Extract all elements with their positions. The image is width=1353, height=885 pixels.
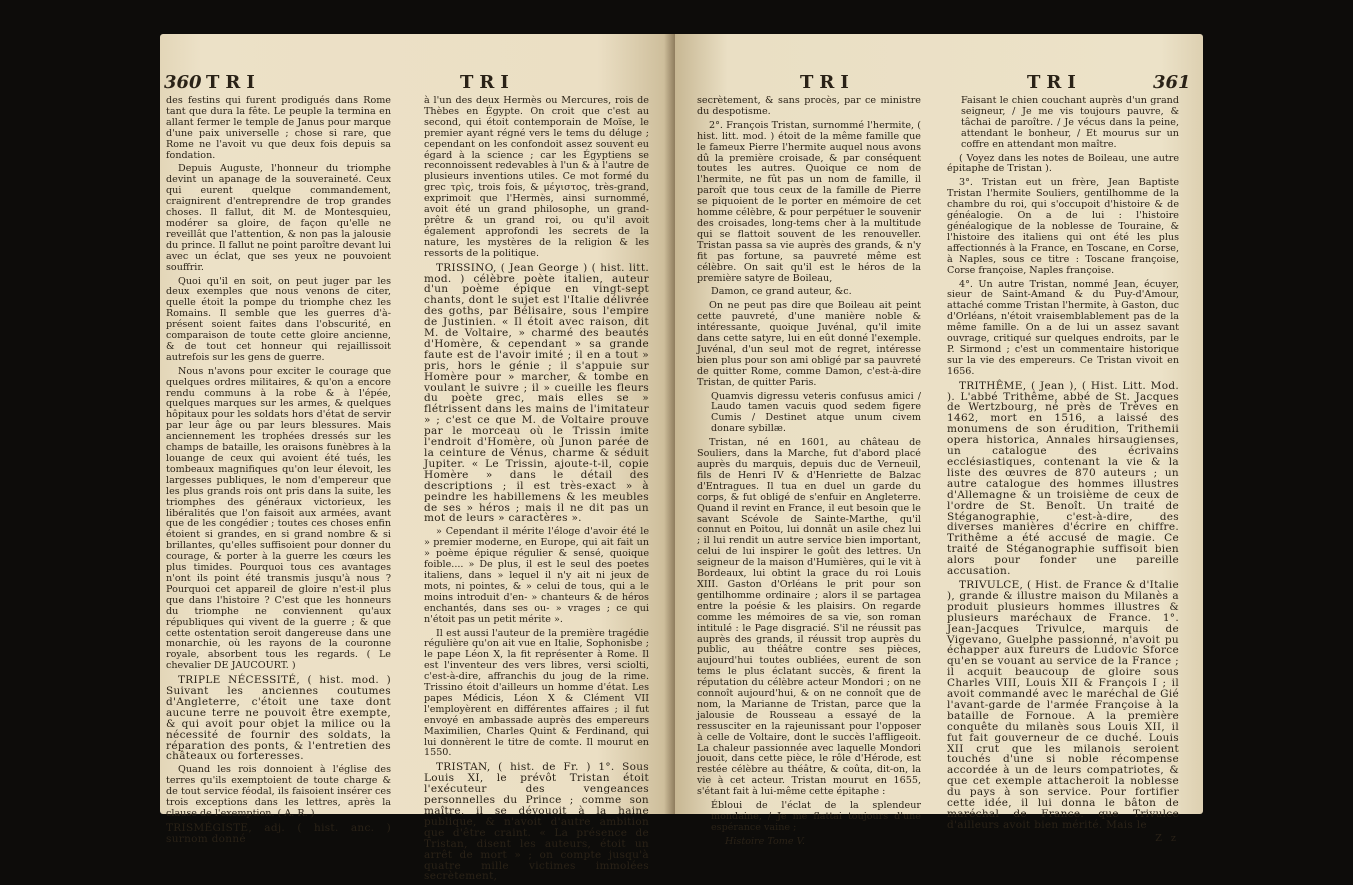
right-columns (675, 95, 1203, 847)
paragraph: des festins qui furent prodigués dans Rome tant que dura la fête. Le peuple la termina en allant fermer le temple de Janus pour marque d'une paix universelle ; chose si rare, que Rome ne l'avoit vu que deux fois depuis sa fondation. (166, 95, 391, 161)
headword-left-2: TRI (460, 72, 515, 93)
paragraph: Tristan, né en 1601, au château de Souliers, dans la Marche, fut d'abord placé auprès du marquis, depuis duc de Verneuil, fils de Henri IV & d'Henriette de Balzac d'Entragues. Il tua en duel un garde du corps, & fut obligé de s'enfuir en Angleterre. Quand il revint en France, il eut besoin que le savant Scévole de Sainte-Marthe, qu'il connut en Poitou, lui donnât un asile chez lui ; il lui rendit un autre service bien important, celui de lui inspirer le goût des lettres. Un seigneur de la maison d'Humières, qui le vit à Bordeaux, lui obtint la grace du roi Louis XIII. Gaston d'Orléans le prit pour son gentilhomme ordinaire ; alors il se partagea entre la poésie & les plaisirs. On regarde comme les mémoires de sa vie, son roman intitulé : le Page disgracié. S'il ne réussit pas auprès des grands, il réussit trop auprès du public, au théâtre contre ses pièces, aujourd'hui toutes oubliées, eurent de son tems le plus éclatant succès, & firent la réputation du célèbre acteur Mondori ; on ne connoît aujourd'hui, & on ne connoît que de nom, la Marianne de Tristan, parce que la jalousie de Rousseau a essayé de la ressusciter en la rajeunissant pour l'opposer à celle de Voltaire, dont le succès l'affligeoit. La chaleur passionnée avec laquelle Mondori jouoit, dans cette pièce, le rôle d'Hérode, est restée célèbre au théâtre, & coûta, dit-on, la vie à cet acteur. Tristan mourut en 1655, s'étant fait à lui-même cette épitaphe : (697, 437, 921, 798)
paragraph: ( Voyez dans les notes de Boileau, une autre épitaphe de Tristan ). (947, 152, 1179, 175)
paragraph: 2°. François Tristan, surnommé l'hermite, ( hist. litt. mod. ) étoit de la même famille que le fameux Pierre l'hermite auquel nous avons dû la première croisade, & par conséquent toutes les autres. Quoique ce nom de l'hermite, ne fût pas un nom de famille, il paroît que tous ceux de la famille de Pierre se piquoient de le porter en mémoire de cet homme célèbre, & pour perpétuer le souvenir des croisades, long-tems cher à la multitude qui se flattoit souvent de les renouveller. Tristan passa sa vie auprès des grands, & n'y fit pas fortune, sa pauvreté même est célèbre. On sait qu'il est le héros de la première satyre de Boileau, (697, 119, 921, 284)
left-page (160, 34, 675, 883)
left-column-1 (166, 96, 391, 848)
latin-quotation: Quamvis digressu veteris confusus amici / Laudo tamen vacuis quod sedem figere Cumis / Destinet atque unum civem donare sybillæ. (711, 390, 921, 435)
page-number-right: 361 (1153, 72, 1191, 93)
paragraph: » Cependant il mérite l'éloge d'avoir été le » premier moderne, en Europe, qui ait fait un » poème épique régulier & sensé, quoique foible.... » De plus, il est le seul des poetes italiens, dans » lequel il n'y ait ni jeux de mots, ni pointes, & » celui de tous, qui a le moins introduit d'en- » chanteurs & de héros enchantés, dans ses ou- » vrages ; ce qui n'étoit pas un petit mérite ». (424, 526, 649, 625)
entry-tritheme: TRITHÊME, ( Jean ), ( Hist. Litt. Mod. ). L'abbé Trithême, abbé de St. Jacques de Wertzbourg, né près de Trèves en 1462, mort en 1516, a laissé des monumens de son érudition, Trithemii opera historica, Annales hirsaugienses, un catalogue des écrivains ecclésiastiques, contenant la vie & la liste des œuvres de 870 auteurs ; un autre catalogue des hommes illustres d'Allemagne & un troisième de ceux de l'ordre de St. Benoît. Un traité de Stéganographie, c'est-à-dire, des diverses manières d'écrire en chiffre. Trithême a été accusé de magie. Ce traité de Stéganographie suffisoit bien alors pour fonder une pareille accusation. (947, 379, 1179, 578)
right-column-2 (947, 96, 1179, 848)
epitaph-verse: Ébloui de l'éclat de la splendeur mondaine, / Je me flattai toujours d'une espérance vaine ; (711, 800, 921, 833)
headword-left-1: TRI (206, 72, 261, 93)
paragraph: Depuis Auguste, l'honneur du triomphe devint un apanage de la souveraineté. Ceux qui eurent quelque commandement, craignirent d'entreprendre de trop grandes choses. Il fallut, dit M. de Montesquieu, modérer sa gloire, de façon qu'elle ne reveillât que l'attention, & non pas la jalousie du prince. Il fallut ne point paroître devant lui avec un éclat, que ses yeux ne pouvoient souffrir. (166, 163, 391, 273)
running-head-left (160, 72, 675, 92)
entry-trissino: TRISSINO, ( Jean George ) ( hist. litt. mod. ) célèbre poète italien, auteur d'un poème épique en vingt-sept chants, dont le sujet est l'Italie délivrée des goths, par Bélisaire, sous l'empire de Justinien. « Il étoit avec raison, dit M. de Voltaire, » charmé des beautés d'Homère, & cependant » sa grande faute est de l'avoir imité ; il en a tout » pris, hors le génie ; il s'appuie sur Homère pour » marcher, & tombe en voulant le suivre ; il » cueille les fleurs du poète grec, mais elles se » flétrissent dans les mains de l'imitateur » ; c'est ce que M. de Voltaire prouve par le morceau où le Trissin imite l'endroit d'Homère, où Junon parée de la ceinture de Vénus, charme & séduit Jupiter. « Le Trissin, ajoute-t-il, copie Homère » dans le détail des descriptions ; il est très-exact » à peindre les habillemens & les meubles de ses » héros ; mais il ne dit pas un mot de leurs » caractères ». (424, 261, 649, 525)
signature-line: Histoire Tome V. (725, 835, 805, 847)
left-columns (160, 95, 675, 883)
page-number-left: 360 (164, 72, 202, 93)
paragraph: 3°. Tristan eut un frère, Jean Baptiste Tristan l'hermite Souliers, gentilhomme de la chambre du roi, qui s'occupoit d'histoire & de généalogie. On a de lui : l'histoire généalogique de la noblesse de Touraine, & l'histoire des italiens qui ont été les plus affectionnés à la France, en Toscane, en Corse, à Naples, sous ce titre : Toscane françoise, Corse françoise, Naples françoise. (947, 177, 1179, 276)
paragraph: Il est aussi l'auteur de la première tragédie régulière qu'on ait vue en Italie, Sophonisbe ; le pape Léon X, la fit représenter à Rome. Il est l'inventeur des vers libres, versi sciolti, c'est-à-dire, affranchis du joug de la rime. Trissino étoit d'ailleurs un homme d'état. Les papes Médicis, Léon X & Clément VII l'employèrent en différentes affaires ; il fut envoyé en ambassade auprès des empereurs Maximilien, Charles Quint & Ferdinand, qui lui donnèrent le titre de comte. Il mourut en 1550. (424, 627, 649, 759)
right-page (675, 34, 1203, 847)
headword-right-1: TRI (800, 72, 855, 93)
entry-tristan: TRISTAN, ( hist. de Fr. ) 1°. Sous Louis XI, le prévôt Tristan étoit l'exécuteur des vengeances personnelles du Prince ; comme son maître, il se dévouoit à la haine publique, & n'avoit d'autre ambition que d'être craint. « La présence de Tristan, disent les auteurs, étoit un arrêt de mort » ; on compte jusqu'à quatre mille victimes immolées secrètement, (424, 761, 649, 883)
paragraph: Nous n'avons pour exciter le courage que quelques ordres militaires, & qu'on a encore rendu communs à la robe & à l'épée, quelques marques sur les armes, & quelques hôpitaux pour les soldats hors d'état de servir par leur âge ou par leurs blessures. Mais anciennement les trophées dressés sur les champs de bataille, les oraisons funèbres à la louange de ceux qui avoient été tués, les tombeaux magnifiques qu'on leur élevoit, les largesses publiques, le nom d'empereur que les plus grands rois ont pris dans la suite, les triomphes des généraux victorieux, les libéralités que l'on faisoit aux armées, avant que de les congédier ; toutes ces choses enfin étoient si grandes, en si grand nombre & si brillantes, qu'elles suffisoient pour donner du courage, & porter à la guerre les cœurs les plus timides. Pourquoi tous ces avantages n'ont ils point été transmis jusqu'à nous ? Pourquoi cet appareil de gloire n'est-il plus que dans l'histoire ? C'est que les honneurs du triomphe ne conviennent qu'aux républiques qui vivent de la guerre ; & que cette ostentation seroit dangereuse dans une monarchie, où les rayons de la couronne royale, absorbent tous les regards. ( Le chevalier DE JAUCOURT. ) (166, 365, 391, 672)
entry-trismegiste: TRISMÉGISTE, adj. ( hist. anc. ) surnom donné (166, 821, 391, 845)
paragraph: à l'un des deux Hermès ou Mercures, rois de Thèbes en Égypte. On croit que c'est au second, qui étoit contemporain de Moïse, le premier ayant régné vers le tems du déluge ; cependant on les confondoit assez souvent eu égard à la science ; car les Égyptiens se reconnoissent redevables à l'un & à l'autre de plusieurs inventions utiles. Ce mot formé du grec τρὶς, trois fois, & μέγιστος, très-grand, exprimoit que l'Hermès, ainsi surnommé, avoit été un grand philosophe, un grand-prêtre & un grand roi, ou qu'il avoit également approfondi les secrets de la nature, les mystères de la religion & les ressorts de la politique. (424, 95, 649, 259)
right-column-1 (697, 96, 921, 851)
paragraph: 4°. Un autre Tristan, nommé Jean, écuyer, sieur de Saint-Amand & du Puy-d'Amour, attaché comme Tristan l'hermite, à Gaston, duc d'Orléans, n'étoit vraisemblablement pas de la même famille. On a de lui un assez savant ouvrage, critiqué sur quelques endroits, par le P. Sirmond ; c'est un commentaire historique sur la vie des empereurs. Ce Tristan vivoit en 1656. (947, 278, 1179, 377)
entry-triple-necessite: TRIPLE NÉCESSITÉ, ( hist. mod. ) Suivant les anciennes coutumes d'Angleterre, c'étoit une taxe dont aucune terre ne pouvoit être exempte, & qui avoit pour objet la milice ou la nécessité de fournir des soldats, la réparation des ponts, & l'entretien des châteaux ou forteresses. (166, 674, 391, 763)
paragraph: On ne peut pas dire que Boileau ait peint cette pauvreté, d'une manière noble & intéressante, quoique Juvénal, qu'il imite dans cette satyre, lui en eût donné l'exemple. Juvénal, d'un seul mot de regret, intéresse bien plus pour son ami obligé par sa pauvreté de quitter Rome, comme Damon, c'est-à-dire Tristan, de quitter Paris. (697, 300, 921, 388)
verse-line: Damon, ce grand auteur, &c. (711, 286, 852, 298)
paragraph: secrètement, & sans procès, par ce ministre du despotisme. (697, 95, 921, 117)
left-column-2 (424, 96, 649, 885)
entry-trivulce: TRIVULCE, ( Hist. de France & d'Italie ), grande & illustre maison du Milanès a produit plusieurs hommes illustres & plusieurs maréchaux de France. 1°. Jean-Jacques Trivulce, marquis de Vigevano, Guelphe passionné, n'avoit pu échapper aux fureurs de Ludovic Sforce qu'en se vouant au service de la France ; il acquit beaucoup de gloire sous Charles VIII, Louis XII & François I ; il avoit commandé avec le maréchal de Gié l'avant-garde de l'armée Françoise à la bataille de Fornoue. A la première conquête du milanès sous Louis XII, il fut fait gouverneur de ce duché. Louis XII crut que les milanois seroient touchés d'une si noble récompense accordée à un de leurs compatriotes, & que cet exemple attacheroit la noblesse du pays à son service. Pour fortifier cette idée, il lui donna le bâton de maréchal de France. que Trivulce d'ailleurs avoit bien mérité. Mais le (947, 578, 1179, 831)
running-head-right (675, 72, 1203, 92)
paragraph: Quoi qu'il en soit, on peut juger par les deux exemples que nous venons de citer, quelle étoit la pompe du triomphe chez les Romains. Il semble que les guerres d'à-présent soient faites dans l'obscurité, en comparaison de toute cette gloire ancienne, & de tout cet honneur qui rejaillissoit autrefois sur les gens de guerre. (166, 275, 391, 363)
epitaph-verse: Faisant le chien couchant auprès d'un grand seigneur, / Je me vis toujours pauvre, & tâchai de paroître. / Je vécus dans la peine, attendant le bonheur, / Et mourus sur un coffre en attendant mon maître. (961, 95, 1179, 150)
headword-right-2: TRI (1027, 72, 1082, 93)
signature-mark: Z z (1155, 832, 1179, 844)
paragraph: Quand les rois donnoient à l'église des terres qu'ils exemptoient de toute charge & de tout service féodal, ils faisoient insérer ces trois exceptions dans les lettres, après la clause de l'exemption. ( A. R. ) (166, 764, 391, 819)
